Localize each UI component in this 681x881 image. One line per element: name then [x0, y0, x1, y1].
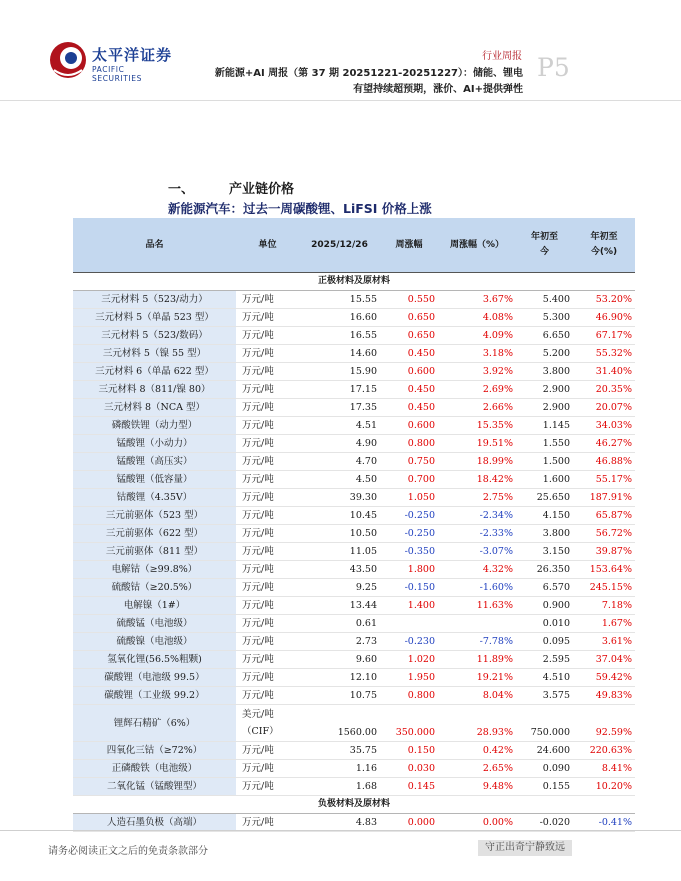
cell-week-change-pct: 8.04% — [438, 687, 516, 705]
table-row — [73, 705, 635, 742]
cell-item-name: 三元材料 5（单晶 523 型） — [73, 309, 236, 327]
cell-unit: 万元/吨 — [236, 435, 299, 453]
table-row — [73, 597, 635, 615]
cell-ytd-change-pct: 67.17% — [573, 327, 635, 345]
cell-week-change: 1.800 — [380, 561, 438, 579]
cell-ytd-change-pct: -0.41% — [573, 814, 635, 832]
cell-unit: 万元/吨 — [236, 778, 299, 796]
cell-ytd-change-pct: 245.15% — [573, 579, 635, 597]
cell-item-name: 钴酸锂（4.35V） — [73, 489, 236, 507]
section-subtitle: 新能源汽车：过去一周碳酸锂、LiFSI 价格上涨 — [168, 201, 432, 216]
cell-item-name: 锂辉石精矿（6%） — [73, 705, 236, 742]
cell-unit: 万元/吨 — [236, 633, 299, 651]
cell-item-name: 三元材料 5（镍 55 型） — [73, 345, 236, 363]
cell-ytd-change-pct: 46.88% — [573, 453, 635, 471]
section-title: 产业链价格 — [229, 182, 295, 197]
table-row — [73, 543, 635, 561]
cell-week-change: 0.145 — [380, 778, 438, 796]
cell-price: 17.15 — [299, 381, 380, 399]
section-row-anode — [73, 796, 635, 814]
cell-ytd-change-pct: 56.72% — [573, 525, 635, 543]
cell-item-name: 磷酸铁锂（动力型） — [73, 417, 236, 435]
table-row — [73, 309, 635, 327]
col-header-price: 2025/12/26 — [299, 218, 380, 273]
cell-price: 1.16 — [299, 760, 380, 778]
cell-price: 4.90 — [299, 435, 380, 453]
cell-price: 4.51 — [299, 417, 380, 435]
cell-ytd-change: 0.155 — [516, 778, 573, 796]
header-divider — [0, 100, 681, 101]
cell-ytd-change: 5.400 — [516, 291, 573, 309]
price-table — [73, 218, 635, 832]
cell-price: 35.75 — [299, 742, 380, 760]
cell-ytd-change-pct: 92.59% — [573, 705, 635, 742]
cell-unit: 万元/吨 — [236, 507, 299, 525]
cell-item-name: 三元前驱体（811 型） — [73, 543, 236, 561]
cell-unit: 万元/吨 — [236, 687, 299, 705]
cell-ytd-change-pct: 10.20% — [573, 778, 635, 796]
cell-unit: 万元/吨 — [236, 651, 299, 669]
cell-item-name: 电解钴（≥99.8%） — [73, 561, 236, 579]
table-row — [73, 507, 635, 525]
cell-item-name: 硫酸锰（电池级） — [73, 615, 236, 633]
cell-week-change: -0.150 — [380, 579, 438, 597]
cell-price: 39.30 — [299, 489, 380, 507]
cell-item-name: 锰酸锂（小动力） — [73, 435, 236, 453]
cell-ytd-change-pct: 34.03% — [573, 417, 635, 435]
cell-unit: 万元/吨 — [236, 561, 299, 579]
cell-ytd-change: 3.800 — [516, 363, 573, 381]
cell-week-change-pct: 18.99% — [438, 453, 516, 471]
cell-week-change: 0.450 — [380, 381, 438, 399]
cell-unit: 万元/吨 — [236, 579, 299, 597]
table-row — [73, 814, 635, 832]
cell-price: 12.10 — [299, 669, 380, 687]
cell-week-change-pct: 9.48% — [438, 778, 516, 796]
table-row — [73, 669, 635, 687]
cell-week-change: 0.450 — [380, 399, 438, 417]
cell-item-name: 碳酸锂（电池级 99.5） — [73, 669, 236, 687]
table-header-row — [73, 218, 635, 273]
cell-ytd-change: 0.900 — [516, 597, 573, 615]
cell-week-change-pct: -1.60% — [438, 579, 516, 597]
cell-ytd-change-pct: 20.35% — [573, 381, 635, 399]
table-row — [73, 760, 635, 778]
cell-price: 4.83 — [299, 814, 380, 832]
page-number: P5 — [537, 53, 570, 82]
cell-ytd-change-pct: 20.07% — [573, 399, 635, 417]
cell-week-change-pct: 3.92% — [438, 363, 516, 381]
cell-price: 43.50 — [299, 561, 380, 579]
cell-week-change-pct: -3.07% — [438, 543, 516, 561]
cell-unit: 万元/吨 — [236, 489, 299, 507]
cell-item-name: 三元材料 8（811/镍 80） — [73, 381, 236, 399]
cell-week-change-pct: 4.09% — [438, 327, 516, 345]
cell-ytd-change-pct: 187.91% — [573, 489, 635, 507]
table-row — [73, 525, 635, 543]
cell-ytd-change: -0.020 — [516, 814, 573, 832]
cell-price: 1560.00 — [299, 705, 380, 742]
cell-price: 2.73 — [299, 633, 380, 651]
report-category: 行业周报 — [482, 51, 522, 62]
cell-week-change-pct: 2.66% — [438, 399, 516, 417]
cell-item-name: 电解镍（1#） — [73, 597, 236, 615]
company-logo — [48, 40, 176, 84]
cell-week-change-pct: 28.93% — [438, 705, 516, 742]
cell-price: 17.35 — [299, 399, 380, 417]
cell-price: 4.50 — [299, 471, 380, 489]
section-number: 一、 — [168, 182, 195, 197]
cell-ytd-change-pct: 39.87% — [573, 543, 635, 561]
brand-name-cn: 太平洋证券 — [92, 46, 173, 64]
cell-item-name: 氢氧化锂(56.5%粗颗) — [73, 651, 236, 669]
cell-ytd-change-pct: 37.04% — [573, 651, 635, 669]
cell-week-change: 350.000 — [380, 705, 438, 742]
cell-item-name: 三元材料 5（523/动力） — [73, 291, 236, 309]
cell-unit: 万元/吨 — [236, 291, 299, 309]
cell-ytd-change-pct: 1.67% — [573, 615, 635, 633]
cell-week-change-pct: 4.08% — [438, 309, 516, 327]
cell-price: 13.44 — [299, 597, 380, 615]
cell-unit: 万元/吨 — [236, 543, 299, 561]
cell-week-change-pct: 11.63% — [438, 597, 516, 615]
cell-price: 10.50 — [299, 525, 380, 543]
cell-week-change-pct: 3.67% — [438, 291, 516, 309]
cell-price: 9.60 — [299, 651, 380, 669]
cell-item-name: 人造石墨负极（高端） — [73, 814, 236, 832]
cell-ytd-change-pct: 7.18% — [573, 597, 635, 615]
cell-unit: 万元/吨 — [236, 345, 299, 363]
cell-week-change-pct — [438, 615, 516, 633]
table-row — [73, 489, 635, 507]
cell-item-name: 二氧化锰（锰酸锂型） — [73, 778, 236, 796]
section-row-cathode — [73, 273, 635, 291]
cell-ytd-change-pct: 65.87% — [573, 507, 635, 525]
cell-unit: 万元/吨 — [236, 309, 299, 327]
cell-unit: 万元/吨 — [236, 760, 299, 778]
cell-price: 9.25 — [299, 579, 380, 597]
cell-week-change-pct: 2.75% — [438, 489, 516, 507]
cell-week-change: -0.250 — [380, 507, 438, 525]
cell-price: 0.61 — [299, 615, 380, 633]
cell-unit: 万元/吨 — [236, 327, 299, 345]
cell-week-change-pct: -2.33% — [438, 525, 516, 543]
cell-unit: 万元/吨 — [236, 615, 299, 633]
table-row — [73, 399, 635, 417]
cell-ytd-change: 2.900 — [516, 381, 573, 399]
cell-item-name: 正磷酸铁（电池级） — [73, 760, 236, 778]
cell-ytd-change-pct: 53.20% — [573, 291, 635, 309]
table-row — [73, 471, 635, 489]
cell-unit: 万元/吨 — [236, 453, 299, 471]
footer-divider — [0, 830, 681, 831]
cell-week-change: 0.450 — [380, 345, 438, 363]
cell-price: 14.60 — [299, 345, 380, 363]
cell-item-name: 锰酸锂（高压实） — [73, 453, 236, 471]
col-header-name: 品名 — [73, 218, 236, 273]
cell-item-name: 三元材料 6（单晶 622 型） — [73, 363, 236, 381]
cell-unit: 万元/吨 — [236, 597, 299, 615]
cell-item-name: 锰酸锂（低容量） — [73, 471, 236, 489]
cell-ytd-change-pct: 46.90% — [573, 309, 635, 327]
cell-week-change: -0.250 — [380, 525, 438, 543]
table-row — [73, 291, 635, 309]
table-row — [73, 381, 635, 399]
cell-week-change: 0.550 — [380, 291, 438, 309]
cell-week-change-pct: 2.65% — [438, 760, 516, 778]
cell-week-change: 0.750 — [380, 453, 438, 471]
cell-week-change: 0.000 — [380, 814, 438, 832]
cell-ytd-change: 0.095 — [516, 633, 573, 651]
cell-ytd-change: 4.150 — [516, 507, 573, 525]
cell-price: 16.60 — [299, 309, 380, 327]
cell-unit: 万元/吨 — [236, 471, 299, 489]
col-header-ytd: 年初至今 — [516, 218, 573, 273]
cell-ytd-change-pct: 31.40% — [573, 363, 635, 381]
cell-ytd-change: 3.800 — [516, 525, 573, 543]
cell-ytd-change: 1.500 — [516, 453, 573, 471]
cell-ytd-change: 26.350 — [516, 561, 573, 579]
cell-ytd-change: 5.300 — [516, 309, 573, 327]
cell-week-change: 0.030 — [380, 760, 438, 778]
cell-price: 11.05 — [299, 543, 380, 561]
cell-ytd-change-pct: 3.61% — [573, 633, 635, 651]
cell-week-change-pct: 15.35% — [438, 417, 516, 435]
cell-ytd-change: 1.600 — [516, 471, 573, 489]
footer-disclaimer: 请务必阅读正文之后的免责条款部分 — [48, 846, 208, 857]
unit-basis: （CIF） — [242, 726, 279, 737]
table-row — [73, 687, 635, 705]
cell-ytd-change: 2.900 — [516, 399, 573, 417]
cell-week-change: 0.150 — [380, 742, 438, 760]
cell-price: 10.75 — [299, 687, 380, 705]
cell-item-name: 三元材料 8（NCA 型） — [73, 399, 236, 417]
cell-ytd-change: 24.600 — [516, 742, 573, 760]
cell-ytd-change-pct: 153.64% — [573, 561, 635, 579]
cell-week-change-pct: 0.42% — [438, 742, 516, 760]
cell-ytd-change: 1.550 — [516, 435, 573, 453]
cell-ytd-change-pct: 55.32% — [573, 345, 635, 363]
table-row — [73, 651, 635, 669]
cell-week-change-pct: 19.51% — [438, 435, 516, 453]
brand-name-en: PACIFIC SECURITIES — [92, 65, 142, 83]
cell-week-change: 0.800 — [380, 687, 438, 705]
cell-price: 15.90 — [299, 363, 380, 381]
table-row — [73, 327, 635, 345]
cell-week-change: 1.950 — [380, 669, 438, 687]
cell-week-change: -0.230 — [380, 633, 438, 651]
table-row — [73, 345, 635, 363]
cell-item-name: 三元前驱体（622 型） — [73, 525, 236, 543]
report-title-line1: 新能源+AI 周报（第 37 期 20251221-20251227）：储能、锂电 — [214, 68, 523, 79]
cell-ytd-change: 3.150 — [516, 543, 573, 561]
cell-week-change-pct: 4.32% — [438, 561, 516, 579]
cell-unit — [236, 705, 299, 742]
cell-item-name: 四氧化三钴（≥72%） — [73, 742, 236, 760]
table-row — [73, 742, 635, 760]
cell-ytd-change: 0.010 — [516, 615, 573, 633]
cell-ytd-change: 1.145 — [516, 417, 573, 435]
cell-ytd-change-pct: 220.63% — [573, 742, 635, 760]
cell-unit: 万元/吨 — [236, 742, 299, 760]
cell-unit: 万元/吨 — [236, 814, 299, 832]
table-row — [73, 561, 635, 579]
table-row — [73, 363, 635, 381]
cell-week-change: 0.700 — [380, 471, 438, 489]
table-row — [73, 633, 635, 651]
cell-week-change: 0.600 — [380, 363, 438, 381]
cell-unit: 万元/吨 — [236, 669, 299, 687]
pacific-logo-icon — [48, 40, 88, 80]
cell-week-change-pct: 2.69% — [438, 381, 516, 399]
footer-motto: 守正出奇宁静致远 — [478, 840, 572, 856]
cell-week-change-pct: 0.00% — [438, 814, 516, 832]
cell-week-change: 0.800 — [380, 435, 438, 453]
cell-week-change: 1.400 — [380, 597, 438, 615]
cell-week-change: 0.650 — [380, 309, 438, 327]
cell-week-change: 0.600 — [380, 417, 438, 435]
section-label-anode: 负极材料及原材料 — [73, 796, 635, 814]
cell-item-name: 硫酸镍（电池级） — [73, 633, 236, 651]
table-row — [73, 579, 635, 597]
cell-week-change: -0.350 — [380, 543, 438, 561]
cell-price: 10.45 — [299, 507, 380, 525]
cell-ytd-change-pct: 49.83% — [573, 687, 635, 705]
cell-unit: 万元/吨 — [236, 381, 299, 399]
cell-ytd-change: 6.650 — [516, 327, 573, 345]
cell-item-name: 三元前驱体（523 型） — [73, 507, 236, 525]
cell-ytd-change: 0.090 — [516, 760, 573, 778]
cell-ytd-change-pct: 55.17% — [573, 471, 635, 489]
cell-ytd-change-pct: 59.42% — [573, 669, 635, 687]
table-row — [73, 615, 635, 633]
cell-week-change — [380, 615, 438, 633]
cell-week-change-pct: -7.78% — [438, 633, 516, 651]
cell-ytd-change: 5.200 — [516, 345, 573, 363]
cell-week-change-pct: -2.34% — [438, 507, 516, 525]
cell-unit: 万元/吨 — [236, 525, 299, 543]
section-label-cathode: 正极材料及原材料 — [73, 273, 635, 291]
cell-price: 4.70 — [299, 453, 380, 471]
col-header-week-change-pct: 周涨幅（%） — [438, 218, 516, 273]
cell-ytd-change: 750.000 — [516, 705, 573, 742]
cell-ytd-change-pct: 8.41% — [573, 760, 635, 778]
table-row — [73, 417, 635, 435]
cell-ytd-change: 3.575 — [516, 687, 573, 705]
cell-unit: 万元/吨 — [236, 417, 299, 435]
cell-ytd-change: 4.510 — [516, 669, 573, 687]
cell-price: 1.68 — [299, 778, 380, 796]
cell-ytd-change-pct: 46.27% — [573, 435, 635, 453]
cell-week-change-pct: 19.21% — [438, 669, 516, 687]
table-row — [73, 453, 635, 471]
cell-price: 16.55 — [299, 327, 380, 345]
cell-week-change: 1.020 — [380, 651, 438, 669]
table-row — [73, 778, 635, 796]
cell-week-change: 0.650 — [380, 327, 438, 345]
unit-line: 美元/吨 — [242, 709, 274, 720]
cell-unit: 万元/吨 — [236, 399, 299, 417]
col-header-unit: 单位 — [236, 218, 299, 273]
cell-ytd-change: 6.570 — [516, 579, 573, 597]
cell-unit: 万元/吨 — [236, 363, 299, 381]
cell-week-change: 1.050 — [380, 489, 438, 507]
cell-week-change-pct: 3.18% — [438, 345, 516, 363]
cell-week-change-pct: 18.42% — [438, 471, 516, 489]
cell-item-name: 三元材料 5（523/数码） — [73, 327, 236, 345]
cell-price: 15.55 — [299, 291, 380, 309]
cell-ytd-change: 25.650 — [516, 489, 573, 507]
cell-ytd-change: 2.595 — [516, 651, 573, 669]
cell-item-name: 硫酸钴（≥20.5%） — [73, 579, 236, 597]
table-row — [73, 435, 635, 453]
cell-week-change-pct: 11.89% — [438, 651, 516, 669]
col-header-week-change: 周涨幅 — [380, 218, 438, 273]
report-title-line2: 有望持续超预期，涨价、AI+提供弹性 — [353, 84, 523, 95]
col-header-ytd-pct: 年初至今(%) — [573, 218, 635, 273]
cell-item-name: 碳酸锂（工业级 99.2） — [73, 687, 236, 705]
